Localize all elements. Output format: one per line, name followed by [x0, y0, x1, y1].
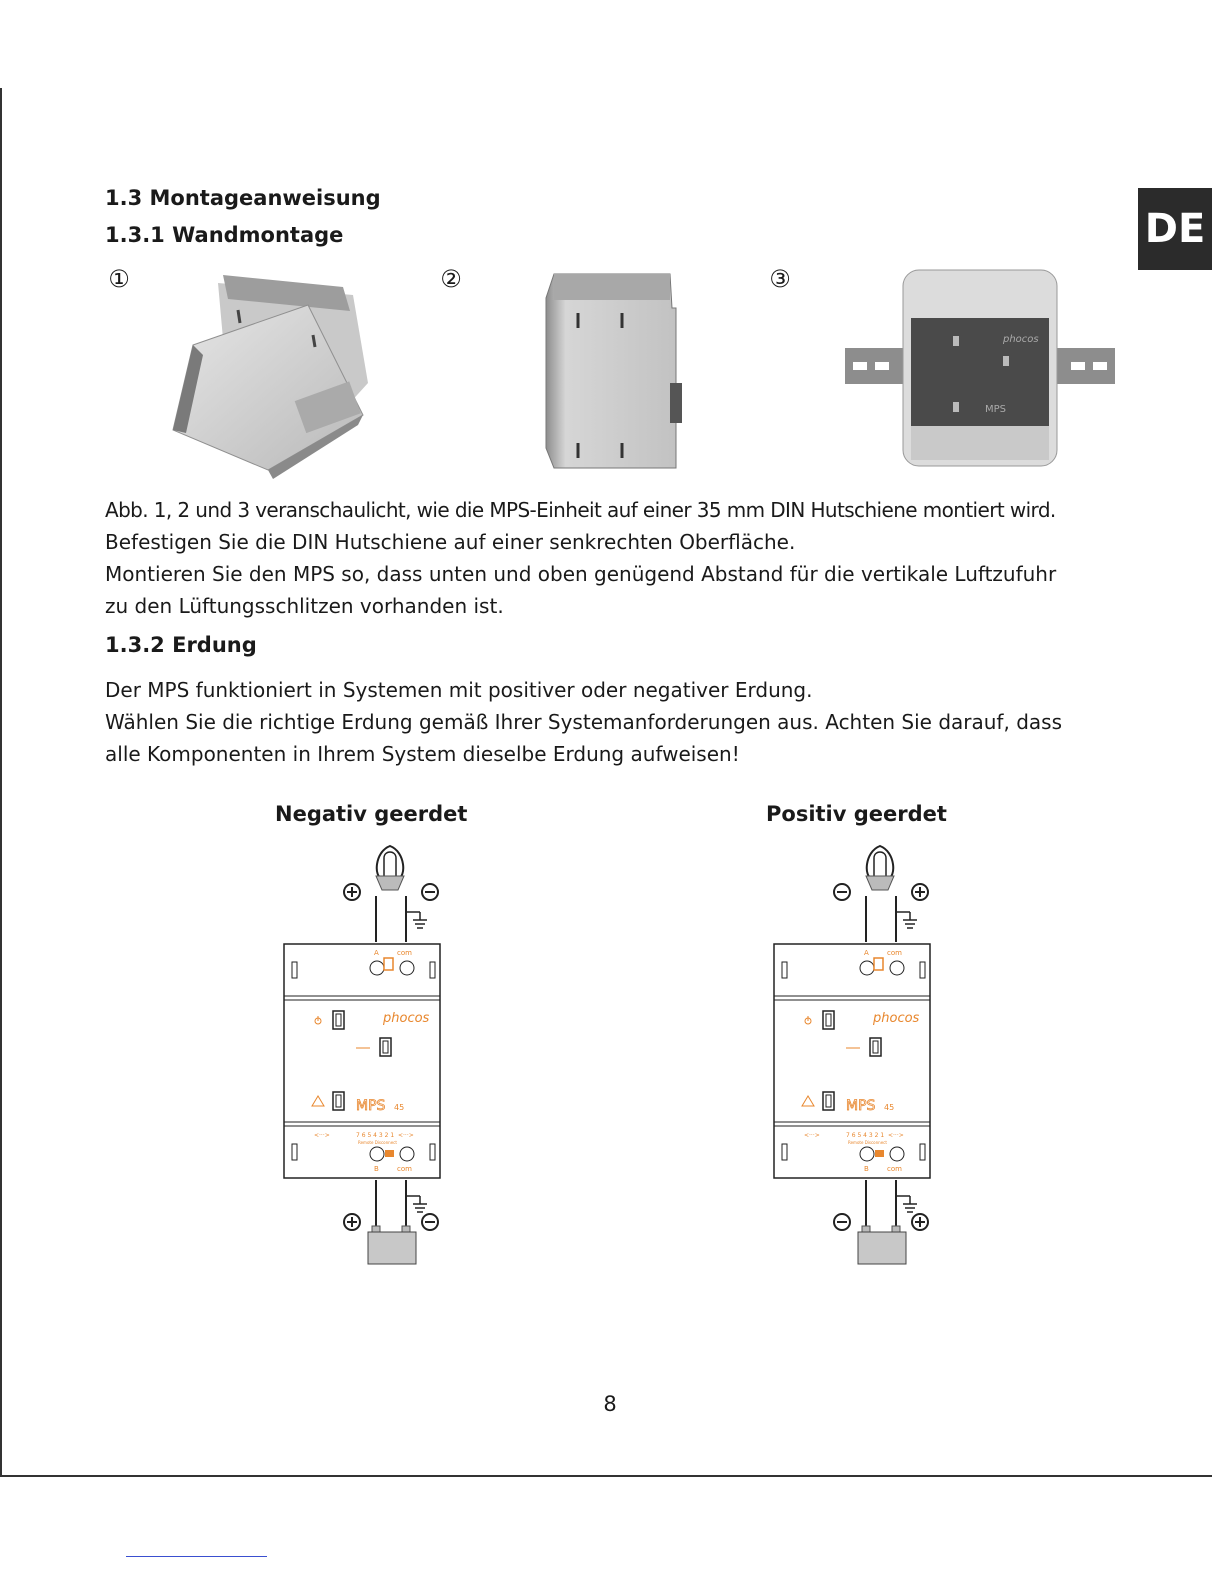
- figure-number-1: ①: [108, 265, 130, 293]
- terminal-b-label: B: [374, 1165, 379, 1173]
- subsection-heading-wall-mounting: 1.3.1 Wandmontage: [105, 223, 344, 247]
- negative-ground-title: Negativ geerdet: [275, 802, 468, 826]
- plus-icon-bottom: [344, 1214, 360, 1230]
- terminal-com-top-label: com: [397, 949, 412, 957]
- terminal-a-label: A: [374, 949, 379, 957]
- svg-text:MPS: MPS: [356, 1098, 386, 1114]
- brand-logo: phocos: [873, 1011, 920, 1026]
- photo-brand-text: phocos: [1003, 334, 1039, 345]
- page-frame-left: [0, 88, 2, 1476]
- language-tab: DE: [1138, 188, 1212, 270]
- positive-ground-title: Positiv geerdet: [766, 802, 947, 826]
- page-frame-bottom: [0, 1475, 1212, 1477]
- photo-mount-step-3: [845, 266, 1115, 470]
- arrow-label-right: <···>: [888, 1132, 904, 1139]
- ground-icon-bottom: [896, 1196, 917, 1212]
- battery-icon: [368, 1226, 416, 1264]
- brand-logo: phocos: [383, 1011, 430, 1026]
- figure-number-3: ③: [769, 265, 791, 293]
- mounting-line-4: zu den Lüftungsschlitzen vorhanden ist.: [105, 594, 504, 618]
- terminal-a-label: A: [864, 949, 869, 957]
- svg-text:45: 45: [884, 1103, 895, 1112]
- terminal-com-bottom-label: com: [887, 1165, 902, 1173]
- subsection-heading-grounding: 1.3.2 Erdung: [105, 633, 257, 657]
- plus-icon-top: [912, 884, 928, 900]
- remote-sub-label: Remote Disconnect: [848, 1140, 887, 1145]
- link-underline: [126, 1556, 267, 1557]
- lamp-icon: [866, 846, 894, 890]
- svg-text:MPS: MPS: [846, 1098, 876, 1114]
- arrow-label-left: <···>: [804, 1132, 820, 1139]
- remote-sub-label: Remote Disconnect: [358, 1140, 397, 1145]
- mounting-line-3: Montieren Sie den MPS so, dass unten und oben genügend Abstand für die vertikale Luftzufuhr: [105, 562, 1057, 586]
- terminal-b-label: B: [864, 1165, 869, 1173]
- plus-icon-bottom: [912, 1214, 928, 1230]
- minus-icon-top: [834, 884, 850, 900]
- photo-mount-step-1: [158, 265, 380, 487]
- arrow-label-left: <···>: [314, 1132, 330, 1139]
- plus-icon-top: [344, 884, 360, 900]
- grounding-paragraph: [105, 674, 1120, 770]
- mounting-line-1: Abb. 1, 2 und 3 veranschaulicht, wie die MPS-Einheit auf einer 35 mm DIN Hutschiene montiert wird.: [105, 498, 1056, 522]
- photo-model-text: MPS: [985, 404, 1007, 415]
- grounding-line-2: Wählen Sie die richtige Erdung gemäß Ihrer Systemanforderungen aus. Achten Sie darauf, dass: [105, 710, 1062, 734]
- mounting-line-2: Befestigen Sie die DIN Hutschiene auf einer senkrechten Oberfläche.: [105, 530, 796, 554]
- minus-icon-bottom: [834, 1214, 850, 1230]
- battery-icon: [858, 1226, 906, 1264]
- svg-text:45: 45: [394, 1103, 405, 1112]
- section-heading: 1.3 Montageanweisung: [105, 186, 381, 210]
- ground-icon-top: [406, 912, 427, 928]
- arrow-label-right: <···>: [398, 1132, 414, 1139]
- photo-mount-step-2: [542, 268, 688, 474]
- grounding-line-3: alle Komponenten in Ihrem System dieselbe Erdung aufweisen!: [105, 742, 740, 766]
- page-number: 8: [603, 1392, 617, 1416]
- figure-number-2: ②: [440, 265, 462, 293]
- positive-ground-diagram: [760, 840, 950, 1270]
- ground-icon-top: [896, 912, 917, 928]
- remote-digits: 7 6 5 4 3 2 1: [356, 1132, 395, 1139]
- terminal-com-top-label: com: [887, 949, 902, 957]
- minus-icon-top: [422, 884, 438, 900]
- minus-icon-bottom: [422, 1214, 438, 1230]
- lamp-icon: [376, 846, 404, 890]
- negative-ground-diagram: [270, 840, 460, 1270]
- remote-digits: 7 6 5 4 3 2 1: [846, 1132, 885, 1139]
- ground-icon-bottom: [406, 1196, 427, 1212]
- terminal-com-bottom-label: com: [397, 1165, 412, 1173]
- mounting-paragraph: [105, 494, 1120, 622]
- grounding-line-1: Der MPS funktioniert in Systemen mit positiver oder negativer Erdung.: [105, 678, 813, 702]
